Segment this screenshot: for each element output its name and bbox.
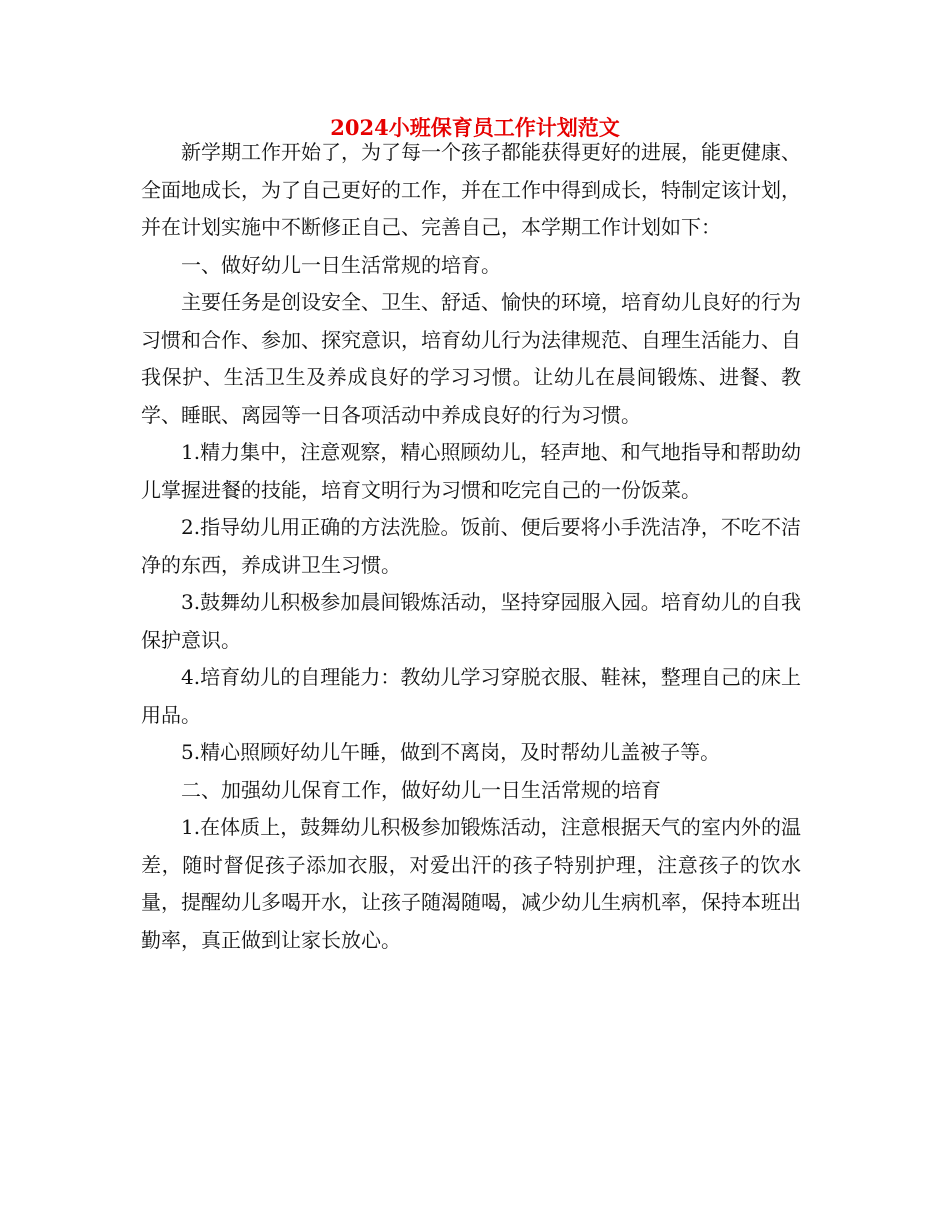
section-heading-2: 二、加强幼儿保育工作，做好幼儿一日生活常规的培育	[181, 777, 661, 802]
paragraph-main-task: 主要任务是创设安全、卫生、舒适、愉快的环境，培育幼儿良好的行为习惯和合作、参加、探究意识，培育幼儿行为法律规范、自理生活能力、自我保护、生活卫生及养成良好的学习习惯。让幼儿在晨间锻炼、进餐、教学、睡眠、离园等一日各项活动中养成良好的行为习惯。	[141, 290, 801, 427]
section-heading-1: 一、做好幼儿一日生活常规的培育。	[181, 252, 501, 277]
paragraph-intro: 新学期工作开始了，为了每一个孩子都能获得更好的进展，能更健康、全面地成长，为了自己更好的工作，并在工作中得到成长，特制定该计划，并在计划实施中不断修正自己、完善自己，本学期工作计划如下：	[141, 140, 801, 239]
document-title: 2024小班保育员工作计划范文	[330, 115, 620, 140]
document-body	[141, 134, 801, 959]
list-item-2: 2.指导幼儿用正确的方法洗脸。饭前、便后要将小手洗洁净，不吃不洁净的东西，养成讲卫生习惯。	[141, 515, 801, 577]
list-item-2-1: 1.在体质上，鼓舞幼儿积极参加锻炼活动，注意根据天气的室内外的温差，随时督促孩子添加衣服，对爱出汗的孩子特别护理，注意孩子的饮水量，提醒幼儿多喝开水，让孩子随渴随喝，减少幼儿生病机率，保持本班出勤率，真正做到让家长放心。	[141, 815, 801, 952]
list-item-4: 4.培育幼儿的自理能力：教幼儿学习穿脱衣服、鞋袜，整理自己的床上用品。	[141, 665, 801, 727]
list-item-3: 3.鼓舞幼儿积极参加晨间锻炼活动，坚持穿园服入园。培育幼儿的自我保护意识。	[141, 590, 801, 652]
list-item-1: 1.精力集中，注意观察，精心照顾幼儿，轻声地、和气地指导和帮助幼儿掌握进餐的技能，培育文明行为习惯和吃完自己的一份饭菜。	[141, 440, 801, 502]
list-item-5: 5.精心照顾好幼儿午睡，做到不离岗，及时帮幼儿盖被子等。	[181, 740, 721, 764]
